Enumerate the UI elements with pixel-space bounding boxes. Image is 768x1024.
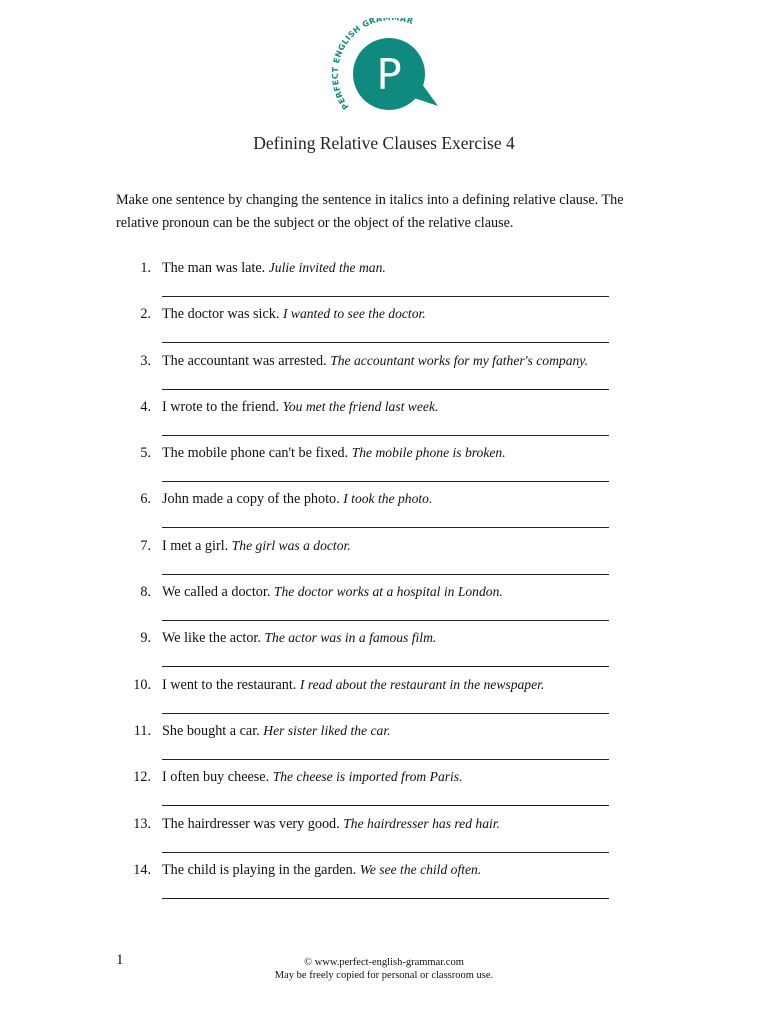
logo-icon [322, 18, 446, 122]
exercise-sentence [162, 814, 500, 834]
exercise-item [0, 258, 768, 304]
exercise-item [0, 443, 768, 489]
exercise-item [0, 351, 768, 397]
exercise-item [0, 304, 768, 350]
italic-sentence: The girl was a doctor. [231, 537, 351, 553]
exercise-sentence [162, 860, 481, 880]
answer-line[interactable] [162, 666, 609, 667]
exercise-number: 11. [133, 722, 151, 739]
exercise-number: 14. [133, 861, 151, 878]
exercise-sentence [162, 536, 351, 556]
exercise-number: 3. [140, 352, 151, 369]
exercise-number: 8. [140, 584, 151, 601]
exercise-item [0, 721, 768, 767]
exercise-number: 7. [140, 537, 151, 554]
answer-line[interactable] [162, 713, 609, 714]
exercise-item [0, 582, 768, 628]
exercise-item [0, 628, 768, 674]
exercise-sentence [162, 489, 432, 509]
exercise-number: 4. [140, 398, 151, 415]
italic-sentence: The hairdresser has red hair. [343, 815, 500, 831]
page-number: 1 [116, 952, 124, 968]
main-sentence: We called a doctor. [162, 584, 274, 601]
exercise-sentence [162, 628, 436, 648]
exercise-number: 5. [140, 445, 151, 462]
exercise-item [0, 536, 768, 582]
exercise-sentence [162, 767, 463, 787]
answer-line[interactable] [162, 620, 609, 621]
usage-note: May be freely copied for personal or classroom use. [274, 970, 494, 981]
exercise-number: 6. [140, 491, 151, 508]
answer-line[interactable] [162, 527, 609, 528]
exercise-number: 2. [140, 306, 151, 323]
exercise-item [0, 767, 768, 813]
main-sentence: I went to the restaurant. [162, 676, 300, 693]
answer-line[interactable] [162, 342, 609, 343]
exercise-number: 1. [140, 260, 151, 276]
italic-sentence: The cheese is imported from Paris. [272, 769, 463, 785]
svg-text:P: P [376, 50, 402, 99]
exercise-sentence [162, 443, 506, 463]
exercise-item [0, 860, 768, 906]
italic-sentence: I read about the restaurant in the newspaper. [299, 676, 545, 692]
main-sentence: The accountant was arrested. [162, 352, 331, 369]
answer-line[interactable] [162, 898, 609, 899]
main-sentence: The doctor was sick. [162, 306, 283, 323]
exercise-sentence [162, 351, 588, 371]
main-sentence: I often buy cheese. [162, 769, 273, 786]
italic-sentence: The accountant works for my father's company. [330, 352, 588, 368]
footer [0, 956, 768, 982]
main-sentence: The child is playing in the garden. [162, 861, 360, 878]
exercise-number: 12. [133, 769, 151, 786]
main-sentence: John made a copy of the photo. [162, 491, 344, 508]
exercise-sentence [162, 721, 391, 741]
exercise-sentence [162, 258, 386, 278]
italic-sentence: I wanted to see the doctor. [282, 306, 426, 322]
main-sentence: We like the actor. [162, 630, 265, 647]
instructions-text: Make one sentence by changing the sentence in italics into a defining relative clause. The relative pronoun can be the subject or the object of the relative clause. [116, 192, 624, 231]
answer-line[interactable] [162, 389, 609, 390]
answer-line[interactable] [162, 759, 609, 760]
italic-sentence: Julie invited the man. [268, 260, 386, 275]
main-sentence: The man was late. [162, 260, 269, 276]
exercise-number: 9. [140, 630, 151, 647]
exercise-number: 13. [133, 815, 151, 832]
exercise-item [0, 675, 768, 721]
answer-line[interactable] [162, 481, 609, 482]
italic-sentence: I took the photo. [343, 491, 433, 507]
italic-sentence: We see the child often. [359, 861, 482, 877]
perfect-english-grammar-logo [322, 18, 446, 122]
answer-line[interactable] [162, 852, 609, 853]
italic-sentence: The actor was in a famous film. [264, 630, 437, 646]
main-sentence: The hairdresser was very good. [162, 815, 344, 832]
italic-sentence: You met the friend last week. [282, 398, 439, 414]
italic-sentence: The doctor works at a hospital in London. [273, 584, 503, 600]
italic-sentence: The mobile phone is broken. [351, 445, 506, 461]
exercise-sentence [162, 304, 426, 324]
exercise-item [0, 489, 768, 535]
exercise-sentence [162, 397, 438, 417]
copyright-text: © www.perfect-english-grammar.com [304, 957, 464, 968]
exercise-item [0, 814, 768, 860]
answer-line[interactable] [162, 805, 609, 806]
main-sentence: I wrote to the friend. [162, 398, 283, 415]
exercise-list [0, 258, 768, 906]
exercise-sentence [162, 675, 544, 695]
page-title: Defining Relative Clauses Exercise 4 [253, 133, 515, 153]
main-sentence: The mobile phone can't be fixed. [162, 445, 352, 462]
answer-line[interactable] [162, 296, 609, 297]
italic-sentence: Her sister liked the car. [263, 722, 391, 738]
svg-text:PERFECT ENGLISH GRAMMAR: PERFECT ENGLISH GRA AR [330, 18, 415, 112]
exercise-number: 10. [133, 676, 151, 693]
answer-line[interactable] [162, 574, 609, 575]
main-sentence: She bought a car. [162, 722, 264, 739]
exercise-sentence [162, 582, 503, 602]
answer-line[interactable] [162, 435, 609, 436]
main-sentence: I met a girl. [162, 537, 232, 554]
exercise-item [0, 397, 768, 443]
